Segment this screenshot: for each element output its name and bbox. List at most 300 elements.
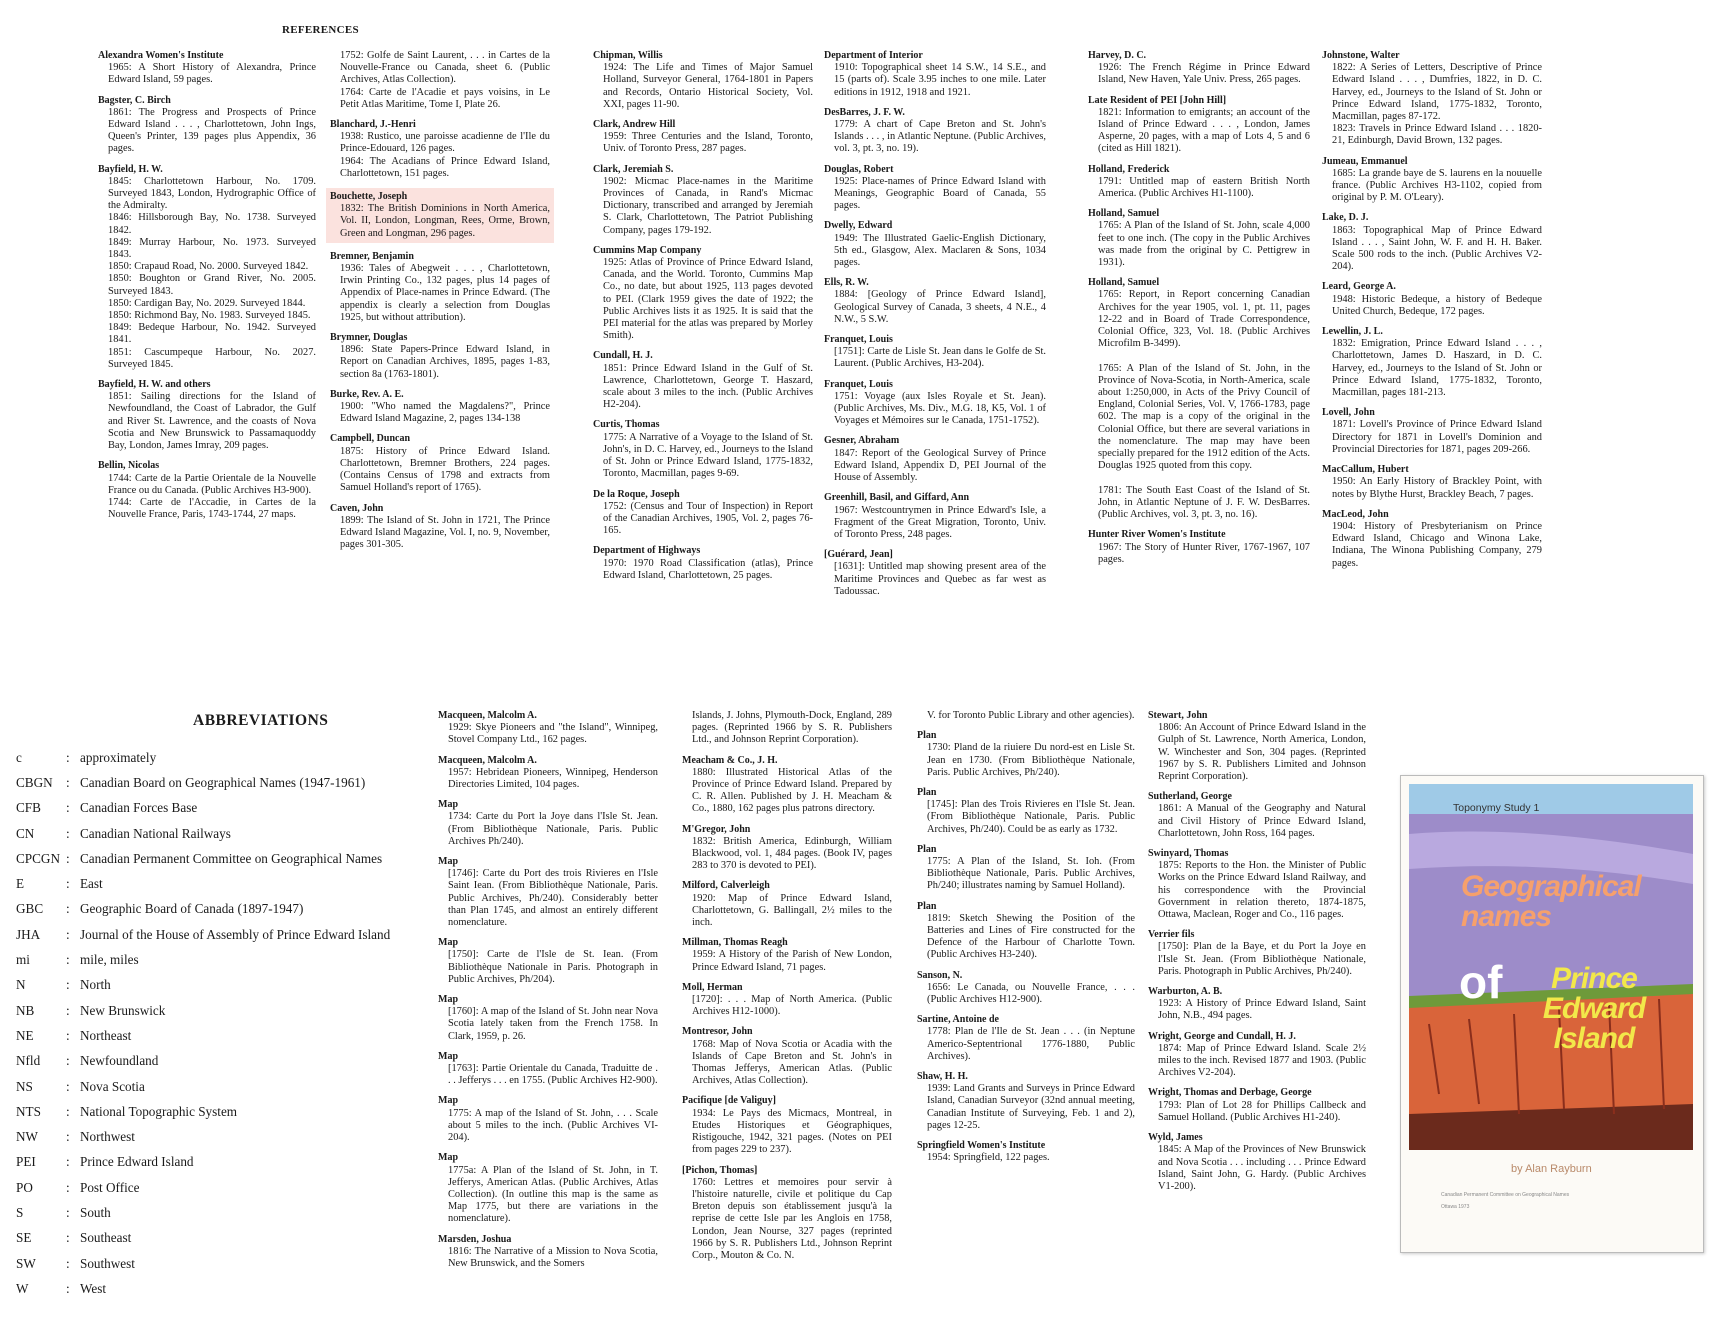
reference-citation: 1845: Charlottetown Harbour, No. 1709. Surveyed 1843, London, Hydrographic Office of the Admiralty. 1846: Hillsborough Bay, No. 1738. Surveyed 1842. 1849: Murray Harbour, No. 1973. Surveyed 1843. 1850: Crapaud Road, No. 2000. Surveyed 1842. 1850: Boughton or Grand River, No. 2005. Surveyed 1843. 1850: Cardigan Bay, No. 2029. Surveyed 1844. 1850: Richmond Bay, No. 1983. Surveyed 1845. 1849: Bedeque Harbour, No. 1942. Surveyed 1841. 1851: Cascumpeque Harbour, No. 2027. Surveyed 1845. (108, 175, 316, 370)
abbreviation-separator: : (66, 952, 70, 968)
reference-entry (593, 419, 813, 480)
reference-entry (917, 1014, 1135, 1063)
abbreviation-row (16, 846, 436, 871)
reference-citation: 1851: Prince Edward Island in the Gulf of St. Lawrence, Charlottetown, George T. Haszard, scale about 3 miles to the inch. (Public Archives H2-204). (603, 362, 813, 411)
abbreviation-row (16, 897, 436, 922)
reference-author: Blanchard, J.-Henri (330, 119, 416, 131)
reference-author: Johnstone, Walter (1322, 50, 1400, 61)
reference-entry (917, 787, 1135, 836)
references-heading: REFERENCES (282, 24, 359, 36)
reference-author: Millman, Thomas Reagh (682, 937, 788, 949)
reference-citation: 1775: A Narrative of a Voyage to the Island of St. John's, in D. C. Harvey, ed., Journeys to the Island of St. John or Prince Edward Island, 1775-1832, Toronto, Macmillan, pages 9-69. (603, 431, 813, 480)
abbreviation-separator: : (66, 876, 70, 892)
references-column-7 (438, 710, 658, 1278)
reference-citation: 1924: The Life and Times of Major Samuel Holland, Surveyor General, 1764-1801 in Papers and Records, Ontario Historical Society, Vol. XXI, pages 11-90. (603, 62, 813, 110)
reference-citation: [1746]: Carte du Port des trois Rivieres en l'Isle Saint Iean. (From Bibliothèque Nationale, Paris. Public Archives, Ph/240). Considerably better than Plan 1745, and almost an entirely different nomenclature. (448, 868, 658, 929)
reference-citation: 1822: A Series of Letters, Descriptive of Prince Edward Island . . . , Dumfries, 1822, in D. C. Harvey, ed., Journeys to the Island of St. John or Prince Edward Island, 1775-1832, Toronto, Macmillan, pages 87-172. 1823: Travels in Prince Edward Island . . . 1820-21, Edinburgh, David Brown, 132 pages. (1332, 62, 1542, 147)
reference-citation: 1765: Report, in Report concerning Canadian Archives for the year 1905, vol. 1, pt. 11, pages 12-22 and in Board of Trade Correspondence, Colonial Office, 323, Vol. 18. (Public Archives Microfilm B-3499). 1765: A Plan of the Island of St. John, in the Province of Nova-Scotia, in North-America, scale about 1:250,000, in Acts of the Privy Council of England, Colonial Series, Vol. V, 1766-1783, page 602. The map is a copy of the original in the Colonial Office, but there are several variations in the nomenclature. The map may have been specially prepared for the 1912 edition of the Acts. Douglas 1925 quoted from this copy. 1781: The South East Coast of the Island of St. John, in Atlantic Neptune of J. F. W. DesBarres. (Public Archives, vol. 3, pt. 3, no. 16). (1098, 289, 1310, 521)
abbreviation-code: GBC (16, 901, 44, 917)
reference-author: Leard, George A. (1322, 281, 1396, 293)
abbreviation-separator: : (66, 774, 70, 790)
reference-author: Franquet, Louis (824, 378, 893, 390)
abbreviation-separator: : (66, 1103, 70, 1119)
reference-author: Montresor, John (682, 1026, 753, 1038)
abbreviation-separator: : (66, 1204, 70, 1220)
reference-author: Ells, R. W. (824, 277, 869, 289)
reference-citation: 1685: La grande baye de S. laurens en la nouuelle france. (Public Archives H3-1102, copied from original by P. M. O'Leary). (1332, 167, 1542, 204)
abbreviation-separator: : (66, 1053, 70, 1069)
reference-citation: [1760]: A map of the Island of St. John near Nova Scotia lately taken from the French 1758. In Clark, 1959, p. 26. (448, 1006, 658, 1042)
reference-entry (593, 119, 813, 156)
abbreviation-code: CPCGN (16, 850, 60, 866)
reference-citation: 1863: Topographical Map of Prince Edward Island . . . , Saint John, W. F. and H. H. Baker. Scale 500 rods to the inch. (Public Archives V2-204). (1332, 224, 1542, 273)
reference-author: Hunter River Women's Institute (1088, 529, 1226, 541)
reference-entry (824, 492, 1046, 541)
reference-citation: 1910: Topographical sheet 14 S.W., 14 S.E., and 15 (parts of). Scale 3.95 inches to one mile. Later editions in 1912, 1918 and 1921. (834, 62, 1046, 98)
reference-citation: 1832: British America, Edinburgh, William Blackwood, vol. 1, 484 pages. (Book IV, pages 283 to 370 is devoted to PEI). (692, 835, 892, 872)
reference-entry (1322, 464, 1542, 501)
reference-entry (438, 1234, 658, 1271)
reference-citation: 1939: Land Grants and Surveys in Prince Edward Island, Canadian Surveyor (32nd annual meeting, Canadian Institute of Surveying, Feb. 1 and 2), pages 12-25. (927, 1083, 1135, 1131)
reference-author: Plan (917, 730, 937, 742)
reference-citation: 1775: A Plan of the Island, St. Ioh. (From Bibliothèque Nationale, Paris. Public Archives, Ph/240; illustrates naming by Samuel Holland). (927, 856, 1135, 892)
reference-author: Jumeau, Emmanuel (1322, 155, 1408, 167)
reference-citation: 1884: [Geology of Prince Edward Island], Geological Survey of Canada, 3 sheets, 4 N.E., 4 N.W., 5 S.W. (834, 289, 1046, 325)
abbreviation-row (16, 1023, 436, 1048)
abbreviation-code: CFB (16, 800, 41, 816)
abbreviation-separator: : (66, 1179, 70, 1195)
reference-author: MacLeod, John (1322, 508, 1389, 520)
reference-citation: 1954: Springfield, 122 pages. (927, 1152, 1050, 1164)
reference-entry (1322, 156, 1542, 205)
reference-author: Swinyard, Thomas (1148, 848, 1229, 860)
reference-author: Map (438, 1152, 458, 1164)
reference-citation: 1775: A map of the Island of St. John, . . . Scale about 5 miles to the inch. (Public Archives VI-204). (448, 1107, 658, 1144)
reference-citation: 1934: Le Pays des Micmacs, Montreal, in Etudes Historiques et Géographiques, Ristigouche, 1942, 321 pages. (Notes on PEI from pages 229 to 237). (692, 1107, 892, 1156)
reference-author: Harvey, D. C. (1088, 50, 1147, 61)
reference-entry (593, 350, 813, 411)
reference-entry (438, 755, 658, 792)
abbreviation-code: W (16, 1280, 29, 1296)
reference-entry (1322, 509, 1542, 570)
references-column-8 (682, 710, 892, 1270)
reference-author: Verrier fils (1148, 929, 1195, 941)
reference-citation: [1751]: Carte de Lisle St. Jean dans le Golfe de St. Laurent. (Public Archives, H3-204). (834, 346, 1046, 370)
abbreviations-heading: ABBREVIATIONS (193, 712, 329, 729)
reference-author: MacCallum, Hubert (1322, 464, 1409, 476)
reference-citation: 1957: Hebridean Pioneers, Winnipeg, Henderson Directories Limited, 104 pages. (448, 766, 658, 791)
reference-author: Springfield Women's Institute (917, 1140, 1046, 1152)
reference-citation: 1861: A Manual of the Geography and Natural and Civil History of Prince Edward Island, Charlottetown, John Ross, 164 pages. (1158, 803, 1366, 839)
reference-entry (1322, 326, 1542, 399)
abbreviation-row (16, 770, 436, 795)
references-column-4 (824, 50, 1046, 606)
reference-citation: 1875: History of Prince Edward Island. Charlottetown, Bremner Brothers, 224 pages. (Contains Census of 1798 and extracts from Samuel Holland's report of 1765). (340, 445, 550, 494)
reference-citation: [1631]: Untitled map showing present area of the Maritime Provinces and Quebec as far west as Tadoussac. (834, 561, 1046, 597)
reference-entry (824, 164, 1046, 213)
reference-citation: 1832: The British Dominions in North America, Vol. II, London, Longman, Rees, Orme, Brown, Green and Longman, 296 pages. (340, 203, 550, 239)
reference-citation: 1970: 1970 Road Classification (atlas), Prince Edward Island, Charlottetown, 25 pages. (603, 557, 813, 581)
reference-entry (917, 844, 1135, 893)
abbreviation-code: S (16, 1204, 24, 1220)
cover-place-name: Prince Edward Island (1542, 962, 1646, 1055)
abbreviation-meaning: Canadian Permanent Committee on Geographical Names (80, 850, 383, 866)
reference-citation: 1819: Sketch Shewing the Position of the Batteries and Lines of Fire constructed for the Defence of the Harbour of Charlotte Town. (Public Archives H3-240). (927, 912, 1135, 961)
reference-entry (1088, 50, 1310, 87)
reference-citation: 1821: Information to emigrants; an account of the Island of Prince Edward . . . , London, James Asperne, 20 pages, with a map of Lots 4, 5 and 6 (cited as Hill 1821). (1098, 106, 1310, 155)
cover-of: of (1459, 956, 1503, 1008)
reference-author: Milford, Calverleigh (682, 880, 770, 892)
abbreviation-code: E (16, 876, 25, 892)
reference-entry (682, 710, 892, 747)
abbreviation-meaning: Canadian National Railways (80, 825, 231, 841)
cover-series-label: Toponymy Study 1 (1453, 802, 1540, 814)
reference-citation: 1793: Plan of Lot 28 for Phillips Callbeck and Samuel Holland. (Public Archives H1-240). (1158, 1099, 1366, 1123)
reference-author: Map (438, 856, 458, 868)
reference-author: Map (438, 799, 458, 811)
reference-citation: 1967: Westcountrymen in Prince Edward's Isle, a Fragment of the Great Migration, Toronto, Univ. of Toronto Press, 248 pages. (834, 504, 1046, 540)
abbreviation-code: NTS (16, 1103, 41, 1119)
abbreviation-meaning: Nova Scotia (80, 1078, 145, 1094)
reference-entry (682, 880, 892, 929)
reference-author: Gesner, Abraham (824, 435, 900, 447)
reference-entry (593, 50, 813, 111)
cover-publication-year: Ottawa 1973 (1441, 1204, 1470, 1210)
reference-citation: [1750]: Carte de l'Isle de St. Iean. (From Bibliothèque Nationale in Paris. Photograph in Public Archives, Ph/204). (448, 949, 658, 985)
abbreviation-row (16, 1175, 436, 1200)
reference-citation: 1765: A Plan of the Island of St. John, scale 4,000 feet to one inch. (The copy in the Public Archives was made from the original by C. Pettigrew in 1931). (1098, 220, 1310, 269)
reference-citation: 1926: The French Régime in Prince Edward Island, New Haven, Yale Univ. Press, 265 pages. (1098, 62, 1310, 86)
reference-citation: 1902: Micmac Place-names in the Maritime Provinces of Canada, in Rand's Micmac Dictionary, transcribed and arranged by Jeremiah S. Clark, Charlottetown, The Patriot Publishing Company, pages 179-192. (603, 175, 813, 236)
reference-citation: 1806: An Account of Prince Edward Island in the Gulph of St. Lawrence, North America, London, W. Winchester and Son, 304 pages. (Reprinted 1967 by S. R. Publishers Limited and Johnson Reprint Corporation). (1158, 722, 1366, 783)
abbreviation-row (16, 871, 436, 896)
abbreviation-separator: : (66, 1280, 70, 1296)
cover-top-band (1409, 784, 1693, 814)
cover-title: Geographical names (1461, 870, 1641, 933)
reference-citation: 1967: The Story of Hunter River, 1767-1967, 107 pages. (1098, 541, 1310, 565)
abbreviation-code: SW (16, 1255, 36, 1271)
reference-citation: 1925: Place-names of Prince Edward Island with Meanings, Geographic Board of Canada, 55 pages. (834, 175, 1046, 212)
abbreviation-row (16, 947, 436, 972)
abbreviation-row (16, 1099, 436, 1124)
reference-citation: 1948: Historic Bedeque, a history of Bedeque United Church, Bedeque, 172 pages. (1332, 293, 1542, 317)
references-column-10 (1148, 710, 1366, 1201)
abbreviation-meaning: New Brunswick (80, 1002, 166, 1018)
reference-citation: 1880: Illustrated Historical Atlas of the Province of Prince Edward Island. Prepared by C. R. Allen. Published by J. H. Meacham & Co., 1880, 162 pages plus patrons directory. (692, 766, 892, 815)
reference-entry (824, 107, 1046, 156)
reference-citation: 1768: Map of Nova Scotia or Acadia with the Islands of Cape Breton and St. John's in Thomas Jefferys, American Atlas. (Public Archives, Atlas Collection). (692, 1038, 892, 1087)
abbreviation-row (16, 745, 436, 770)
abbreviation-code: NE (16, 1027, 34, 1043)
reference-author: Lewellin, J. L. (1322, 326, 1383, 338)
abbreviation-row (16, 1150, 436, 1175)
reference-entry (98, 164, 316, 371)
reference-citation: [1745]: Plan des Trois Rivieres en l'Isle St. Jean. (From Bibliothèque Nationale, Paris. Public Archives, Ph/240). Could be as early as 1732. (927, 799, 1135, 835)
reference-citation: 1949: The Illustrated Gaelic-English Dictionary, 5th ed., Glasgow, Alex. Maclaren & Sons, 1034 pages. (834, 232, 1046, 269)
reference-entry (1088, 277, 1310, 521)
reference-author: Macqueen, Malcolm A. (438, 754, 537, 766)
reference-citation: 1929: Skye Pioneers and "the Island", Winnipeg, Stovel Company Ltd., 162 pages. (448, 722, 658, 746)
reference-entry (682, 1095, 892, 1156)
reference-entry (593, 545, 813, 582)
reference-entry (1088, 208, 1310, 269)
abbreviation-separator: : (66, 1230, 70, 1246)
reference-entry (824, 435, 1046, 484)
abbreviation-separator: : (66, 800, 70, 816)
reference-entry (98, 379, 316, 452)
reference-citation: 1959: Three Centuries and the Island, Toronto, Univ. of Toronto Press, 287 pages. (603, 131, 813, 155)
reference-citation: 1752: Golfe de Saint Laurent, . . . in Cartes de la Nouvelle-France ou Canada, sheet 6. (Public Archives, Atlas Collection). 1764: Carte de l'Acadie et pays voisins, in Le Petit Atlas Maritime, Tome I, Plate 26. (340, 50, 550, 110)
reference-entry (917, 710, 1135, 722)
reference-author: [Guérard, Jean] (824, 549, 893, 561)
abbreviation-code: NS (16, 1078, 33, 1094)
reference-author: Map (438, 1050, 458, 1062)
abbreviation-code: PEI (16, 1154, 36, 1170)
abbreviation-separator: : (66, 749, 70, 765)
reference-entry (1148, 848, 1366, 921)
abbreviation-separator: : (66, 825, 70, 841)
reference-citation: 1816: The Narrative of a Mission to Nova Scotia, New Brunswick, and the Somers (448, 1245, 658, 1269)
abbreviation-code: PO (16, 1179, 33, 1195)
reference-author: Sanson, N. (917, 969, 963, 981)
abbreviation-meaning: East (80, 876, 103, 892)
reference-author: Holland, Samuel (1088, 208, 1160, 220)
abbreviation-meaning: South (80, 1204, 111, 1220)
reference-citation: 1965: A Short History of Alexandra, Prince Edward Island, 59 pages. (108, 62, 316, 86)
cover-publisher: Canadian Permanent Committee on Geographical Names (1441, 1192, 1570, 1198)
reference-citation: 1959: A History of the Parish of New London, Prince Edward Island, 71 pages. (692, 949, 892, 973)
reference-citation: 1730: Pland de la riuiere Du nord-est en Lisle St. Jean en 1730. (From Bibliothèque Nationale, Paris. Public Archives, Ph/240). (927, 742, 1135, 778)
reference-entry (1148, 1132, 1366, 1193)
reference-entry (593, 489, 813, 538)
reference-author: Sutherland, George (1148, 791, 1232, 803)
abbreviation-separator: : (66, 1129, 70, 1145)
reference-author: Greenhill, Basil, and Giffard, Ann (824, 492, 970, 504)
reference-author: [Pichon, Thomas] (682, 1164, 758, 1176)
reference-author: Meacham & Co., J. H. (682, 754, 778, 766)
reference-author: Bayfield, H. W. and others (98, 379, 211, 391)
references-column-6 (1322, 50, 1542, 578)
reference-entry (824, 220, 1046, 269)
abbreviation-separator: : (66, 1078, 70, 1094)
reference-entry (917, 730, 1135, 779)
abbreviation-separator: : (66, 1154, 70, 1170)
reference-entry (824, 50, 1046, 99)
reference-author: Late Resident of PEI [John Hill] (1088, 94, 1227, 106)
abbreviation-meaning: Southwest (80, 1255, 135, 1271)
reference-citation: 1760: Lettres et memoires pour servir à l'histoire naturelle, civile et politique du Cap Breton depuis son établissement jusqu'à la reprise de cette Isle par les Anglois en 1758, London, Jean Nourse, 327 pages (reprinted 1966 by S. R. Publishers Ltd., Johnson Reprint Corp., Mouton & Co. N. (692, 1176, 892, 1261)
references-column-1 (98, 50, 316, 529)
abbreviation-meaning: Northwest (80, 1129, 135, 1145)
reference-entry (824, 549, 1046, 598)
reference-entry (438, 1051, 658, 1088)
abbreviation-row (16, 1200, 436, 1225)
reference-author: Bremner, Benjamin (330, 250, 414, 262)
reference-author: Plan (917, 843, 937, 855)
reference-citation: 1744: Carte de la Partie Orientale de la Nouvelle France ou du Canada. (Public Archives H3-900). 1744: Carte de l'Accadie, in Cartes de la Nouvelle France, Paris, 1743-1744, 27 maps. (108, 472, 316, 521)
reference-author: Holland, Frederick (1088, 163, 1170, 175)
reference-author: Stewart, John (1148, 710, 1208, 721)
reference-citation: 1936: Tales of Abegweit . . . , Charlottetown, Irwin Printing Co., 132 pages, plus 14 pages of Appendix of Place-names in Prince Edward. (The appendix is clearly a selection from Douglas 1925, but without attribution). (340, 263, 550, 323)
reference-entry (330, 332, 550, 381)
abbreviation-meaning: Journal of the House of Assembly of Prince Edward Island (80, 926, 391, 942)
cover-illustration (1409, 814, 1693, 1150)
reference-citation: [1720]: . . . Map of North America. (Public Archives H12-1000). (692, 994, 892, 1018)
reference-citation: 1752: (Census and Tour of Inspection) in Report of the Canadian Archives, 1905, Vol. 2, pages 76-165. (603, 500, 813, 537)
reference-citation: 1900: "Who named the Magdalens?", Prince Edward Island Magazine, 2, pages 134-138 (340, 401, 550, 425)
reference-author: Pacifique [de Valiguy] (682, 1095, 776, 1107)
reference-entry (682, 937, 892, 974)
abbreviation-code: SE (16, 1230, 32, 1246)
abbreviation-meaning: approximately (80, 749, 157, 765)
reference-entry (438, 1152, 658, 1225)
reference-author: Warburton, A. B. (1148, 986, 1223, 998)
reference-author: Holland, Samuel (1088, 277, 1160, 289)
reference-citation: [1763]: Partie Orientale du Canada, Traduitte de . . . Jefferys . . . en 1755. (Public Archives H2-900). (448, 1063, 658, 1087)
reference-citation: 1861: The Progress and Prospects of Prince Edward Island . . . , Charlottetown, John Ings, Queen's Printer, 139 pages plus Appendix, 36 pages. (108, 106, 316, 155)
reference-author: Clark, Andrew Hill (593, 119, 676, 131)
reference-citation: 1779: A chart of Cape Breton and St. John's Islands . . . , in Atlantic Neptune. (Public Archives, vol. 3, pt. 3, no. 19). (834, 119, 1046, 155)
reference-entry (330, 389, 550, 426)
reference-author: Cundall, H. J. (593, 350, 653, 362)
reference-author: Clark, Jeremiah S. (593, 163, 674, 175)
abbreviation-code: NW (16, 1129, 38, 1145)
reference-entry (326, 188, 554, 243)
abbreviation-meaning: Canadian Board on Geographical Names (1947-1961) (80, 774, 366, 790)
reference-citation: 1896: State Papers-Prince Edward Island, in Report on Canadian Archives, 1895, pages 1-83, section 8a (1763-1801). (340, 344, 550, 380)
abbreviation-meaning: West (80, 1280, 107, 1296)
reference-entry (1088, 529, 1310, 566)
reference-citation: 1899: The Island of St. John in 1721, The Prince Edward Island Magazine, Vol. I, no. 9, November, pages 301-305. (340, 514, 550, 551)
reference-entry (593, 245, 813, 343)
reference-entry (1148, 791, 1366, 840)
reference-citation: 1832: Emigration, Prince Edward Island . . . , Charlottetown, James D. Haszard, in D. C. Harvey, ed., Journeys to the Island of St. John or Prince Edward Island, 1775-1832, Toronto, Macmillan, pages 181-213. (1332, 338, 1542, 399)
reference-entry (98, 95, 316, 156)
reference-entry (1148, 929, 1366, 978)
reference-entry (1148, 986, 1366, 1023)
reference-citation: 1938: Rustico, une paroisse acadienne de l'Ile du Prince-Edouard, 126 pages. 1964: The Acadians of Prince Edward Island, Charlottetown, 151 pages. (340, 131, 550, 179)
references-column-5 (1088, 50, 1310, 574)
reference-author: Department of Highways (593, 545, 701, 557)
references-column-3 (593, 50, 813, 590)
reference-citation: 1925: Atlas of Province of Prince Edward Island, Canada, and the World. Toronto, Cummins Map Co., no date, but about 1925, 113 pages devoted to PEI. (Clark 1959 gives the date of 1922; the Public Archives lists it as 1925. It is said that the PEI material for the atlas was prepared by Morley Smith). (603, 257, 813, 342)
abbreviation-row (16, 1049, 436, 1074)
reference-author: Map (438, 937, 458, 949)
reference-entry (1148, 1031, 1366, 1080)
reference-author: Wyld, James (1148, 1132, 1203, 1144)
reference-entry (1148, 1087, 1366, 1124)
abbreviation-meaning: Geographic Board of Canada (1897-1947) (80, 901, 304, 917)
reference-author: Bayfield, H. W. (98, 163, 163, 175)
reference-author: Sartine, Antoine de (917, 1014, 999, 1026)
reference-entry (330, 119, 550, 180)
abbreviation-code: CBGN (16, 774, 53, 790)
abbreviation-row (16, 1276, 436, 1301)
reference-citation: 1656: Le Canada, ou Nouvelle France, . . . (Public Archives H12-900). (927, 981, 1135, 1006)
abbreviation-row (16, 1226, 436, 1251)
reference-author: DesBarres, J. F. W. (824, 106, 905, 118)
reference-author: Map (438, 994, 458, 1006)
reference-author: De la Roque, Joseph (593, 488, 680, 500)
abbreviation-separator: : (66, 850, 70, 866)
abbreviation-meaning: National Topographic System (80, 1103, 238, 1119)
reference-entry (917, 901, 1135, 962)
reference-entry (593, 164, 813, 237)
reference-citation: [1750]: Plan de la Baye, et du Port la Joye en l'Isle St. Jean. (From Bibliothèque Nationale, Paris. Photograph in Public Archives, Ph/240). (1158, 941, 1366, 977)
reference-author: Bagster, C. Birch (98, 94, 171, 106)
reference-author: Plan (917, 787, 937, 799)
abbreviation-row (16, 1074, 436, 1099)
references-column-2 (330, 50, 550, 559)
reference-entry (824, 334, 1046, 371)
reference-citation: 1845: A Map of the Provinces of New Brunswick and Nova Scotia . . . including . . . Prince Edward Island, Saint John, G. Hardy. (Public Archives V1-200). (1158, 1144, 1366, 1192)
reference-author: Wright, George and Cundall, H. J. (1148, 1030, 1296, 1042)
reference-citation: 1871: Lovell's Province of Prince Edward Island Directory for 1871 in Lovell's Dominion and Provincial Directories for 1871, pages 209-266. (1332, 419, 1542, 455)
reference-entry (1088, 95, 1310, 156)
reference-entry (917, 1071, 1135, 1132)
reference-entry (438, 994, 658, 1043)
reference-entry (1322, 212, 1542, 273)
abbreviation-row (16, 796, 436, 821)
reference-author: M'Gregor, John (682, 823, 751, 835)
reference-entry (1088, 164, 1310, 201)
reference-author: Lake, D. J. (1322, 212, 1369, 224)
abbreviation-separator: : (66, 1027, 70, 1043)
reference-entry (917, 970, 1135, 1007)
reference-entry (917, 1140, 1135, 1164)
reference-author: Bellin, Nicolas (98, 460, 160, 472)
abbreviation-code: Nfld (16, 1053, 41, 1069)
reference-entry (824, 379, 1046, 428)
reference-entry (98, 50, 316, 87)
reference-author: Dwelly, Edward (824, 220, 893, 232)
reference-citation: 1904: History of Presbyterianism on Prince Edward Island, Chicago and Winona Lake, Indiana, The Winona Publishing Company, 279 pages. (1332, 520, 1542, 569)
abbreviation-separator: : (66, 901, 70, 917)
reference-author: Plan (917, 900, 937, 912)
reference-author: Lovell, John (1322, 407, 1375, 419)
abbreviation-separator: : (66, 926, 70, 942)
reference-entry (1148, 710, 1366, 783)
abbreviation-meaning: mile, miles (80, 952, 139, 968)
reference-entry (682, 982, 892, 1019)
reference-author: Burke, Rev. A. E. (330, 388, 404, 400)
reference-entry (98, 460, 316, 521)
abbreviation-meaning: Northeast (80, 1027, 132, 1043)
reference-citation: 1920: Map of Prince Edward Island, Charlottetown, G. Ballingall, 2½ miles to the inch. (692, 892, 892, 929)
reference-citation: 1775a: A Plan of the Island of St. John, in T. Jefferys, American Atlas. (Public Archives, Atlas Collection). (In outline this map is the same as Map 1775, but there are variations in the nomenclature). (448, 1164, 658, 1225)
reference-author: Douglas, Robert (824, 163, 894, 175)
abbreviation-meaning: North (80, 977, 111, 993)
reference-citation: V. for Toronto Public Library and other agencies). (927, 710, 1135, 721)
reference-entry (330, 50, 550, 111)
reference-entry (330, 251, 550, 324)
reference-author: Franquet, Louis (824, 334, 893, 346)
reference-citation: 1751: Voyage (aux Isles Royale et St. Jean). (Public Archives, Ms. Div., M.G. 18, K5, Vol. 1 of Voyages et Mémoires sur le Canada, 1751-1752). (834, 390, 1046, 427)
reference-entry (682, 1165, 892, 1263)
reference-author: Moll, Herman (682, 981, 743, 993)
reference-citation: 1851: Sailing directions for the Island of Newfoundland, the Coast of Labrador, the Gulf and River St. Lawrence, and the coasts of Nova Scotia and New Brunswick to Passamaquoddy Bay, London, James Imray, 209 pages. (108, 391, 316, 452)
abbreviation-code: NB (16, 1002, 35, 1018)
abbreviations-list (16, 745, 436, 1302)
abbreviation-meaning: Canadian Forces Base (80, 800, 198, 816)
reference-entry (824, 277, 1046, 326)
reference-citation: 1847: Report of the Geological Survey of Prince Edward Island, Appendix D, PEI Journal of the House of Assembly. (834, 447, 1046, 484)
reference-author: Map (438, 1095, 458, 1107)
reference-author: Shaw, H. H. (917, 1071, 968, 1083)
reference-author: Wright, Thomas and Derbage, George (1148, 1087, 1312, 1099)
abbreviation-meaning: Prince Edward Island (80, 1154, 194, 1170)
reference-citation: 1791: Untitled map of eastern British North America. (Public Archives H1-1100). (1098, 175, 1310, 200)
